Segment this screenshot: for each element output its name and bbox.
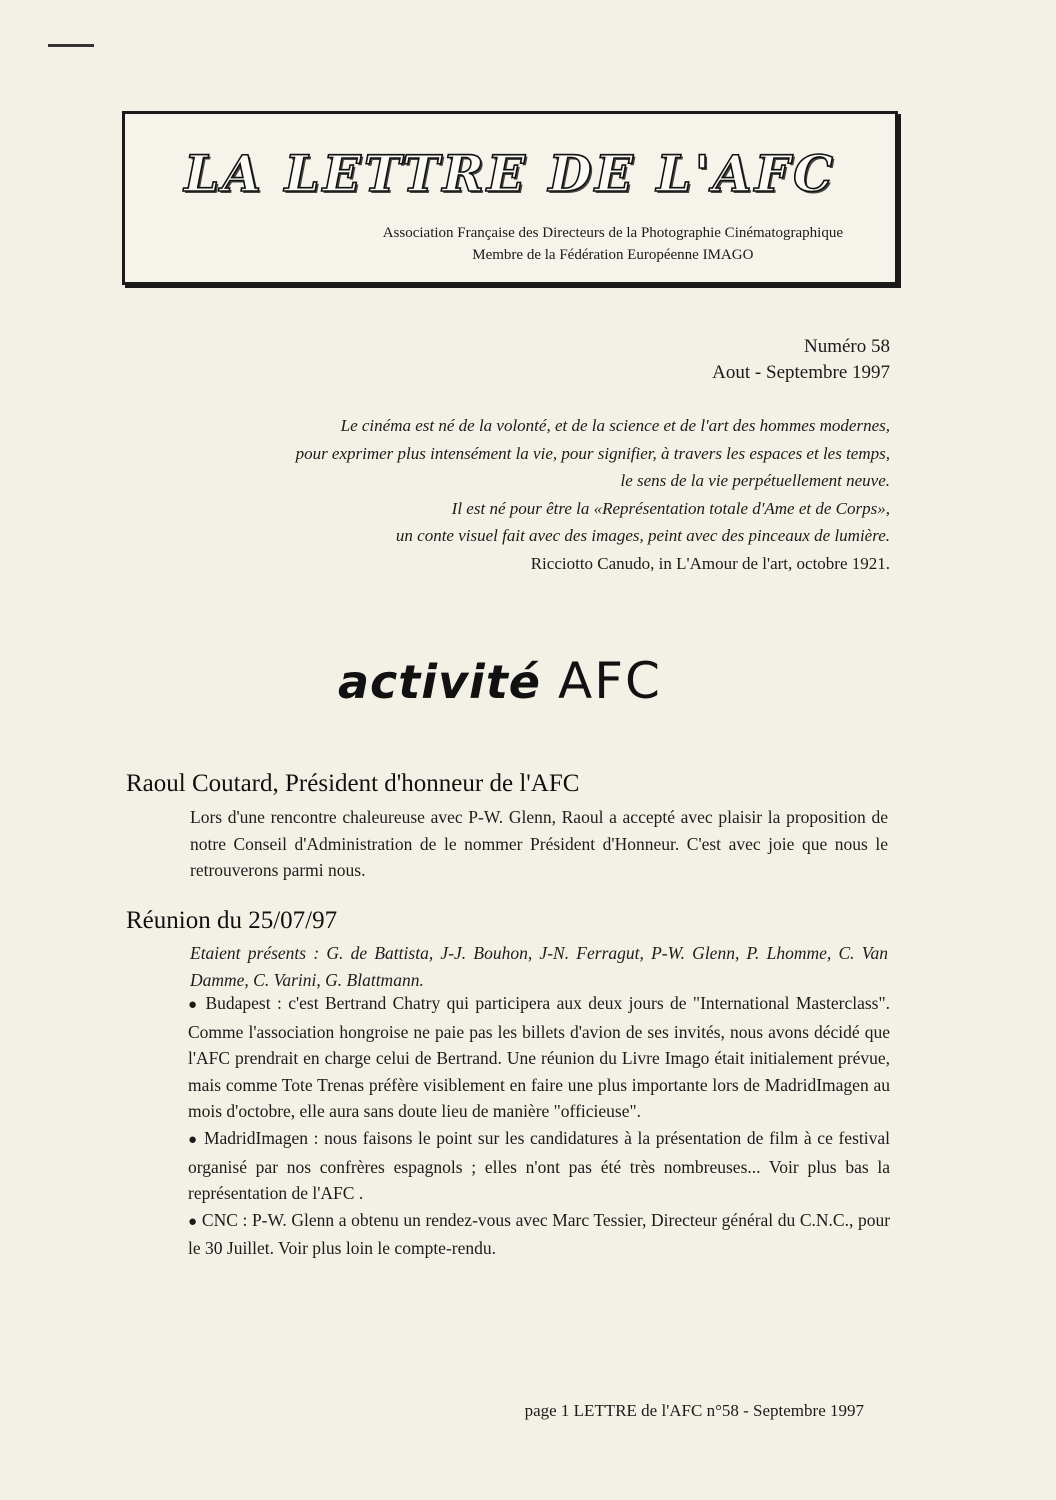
list-item (188, 1125, 890, 1207)
issue-number: Numéro 58 (803, 336, 890, 357)
bullet-list (188, 990, 890, 1262)
epigraph-line: un conte visuel fait avec des images, peint avec des pinceaux de lumière. (395, 526, 890, 546)
masthead-title: LA LETTRE DE L'AFC (184, 144, 836, 203)
list-item-text: MadridImagen : nous faisons le point sur les candidatures à la présentation de film à ce festival organisé par nos confrères espagnols ; elles n'ont pas été très nombreuses... Voir plus bas la représentation de l'AFC . (188, 1127, 890, 1204)
section-logo-word: activité (338, 655, 542, 709)
list-item-text: Budapest : c'est Bertrand Chatry qui participera aux deux jours de "International Masterclass". Comme l'association hongroise ne paie pas les billets d'avion de ses invités, nous avons décidé que l'AFC prendrait en charge celui de Bertrand. Une réunion du Livre Imago était initialement prévue, mais comme Tote Trenas préfère visiblement en faire une plus importante lors de MadridImagen au mois d'octobre, elle aura sans doute lieu de manière "officieuse". (188, 993, 890, 1122)
epigraph-line: le sens de la vie perpétuellement neuve. (620, 471, 890, 491)
bullet-icon: ● (188, 1213, 198, 1230)
epigraph-line: pour exprimer plus intensément la vie, pour signifier, à travers les espaces et les temps, (295, 443, 890, 463)
list-item-text: CNC : P-W. Glenn a obtenu un rendez-vous avec Marc Tessier, Directeur général du C.N.C., pour le 30 Juillet. Voir plus loin le compte-rendu. (188, 1209, 891, 1259)
masthead (122, 111, 898, 285)
article-body: Lors d'une rencontre chaleureuse avec P-W. Glenn, Raoul a accepté avec plaisir la proposition de notre Conseil d'Administration de le nommer Président d'Honneur. C'est avec joie que nous le retrouverons parmi nous. (190, 807, 888, 880)
article-heading: Raoul Coutard, Président d'honneur de l'AFC (126, 770, 580, 797)
list-item (188, 1207, 890, 1262)
article-heading: Réunion du 25/07/97 (126, 907, 338, 934)
list-item (188, 990, 890, 1125)
association-name: Association Française des Directeurs de la Photographie Cinématographique (382, 225, 843, 241)
epigraph-attribution: Ricciotto Canudo, in L'Amour de l'art, octobre 1921. (530, 553, 890, 573)
bullet-icon: ● (188, 997, 200, 1013)
masthead-subtitle (383, 222, 843, 266)
corner-mark (48, 44, 94, 47)
section-logo (338, 652, 662, 710)
epigraph-line: Le cinéma est né de la volonté, et de la science et de l'art des hommes modernes, (340, 416, 890, 435)
bullet-icon: ● (188, 1131, 199, 1148)
epigraph (190, 412, 890, 578)
epigraph-line: Il est né pour être la «Représentation totale d'Ame et de Corps», (451, 498, 890, 518)
page-footer: page 1 LETTRE de l'AFC n°58 - Septembre 1997 (524, 1401, 864, 1420)
section-logo-brand: AFC (558, 652, 662, 710)
issue-date: Aout - Septembre 1997 (712, 362, 890, 383)
attendees-line: Etaient présents : G. de Battista, J-J. Bouhon, J-N. Ferragut, P-W. Glenn, P. Lhomme, C. Van Damme, C. Varini, G. Blattmann. (190, 943, 888, 990)
membership-line: Membre de la Fédération Européenne IMAGO (472, 247, 754, 263)
